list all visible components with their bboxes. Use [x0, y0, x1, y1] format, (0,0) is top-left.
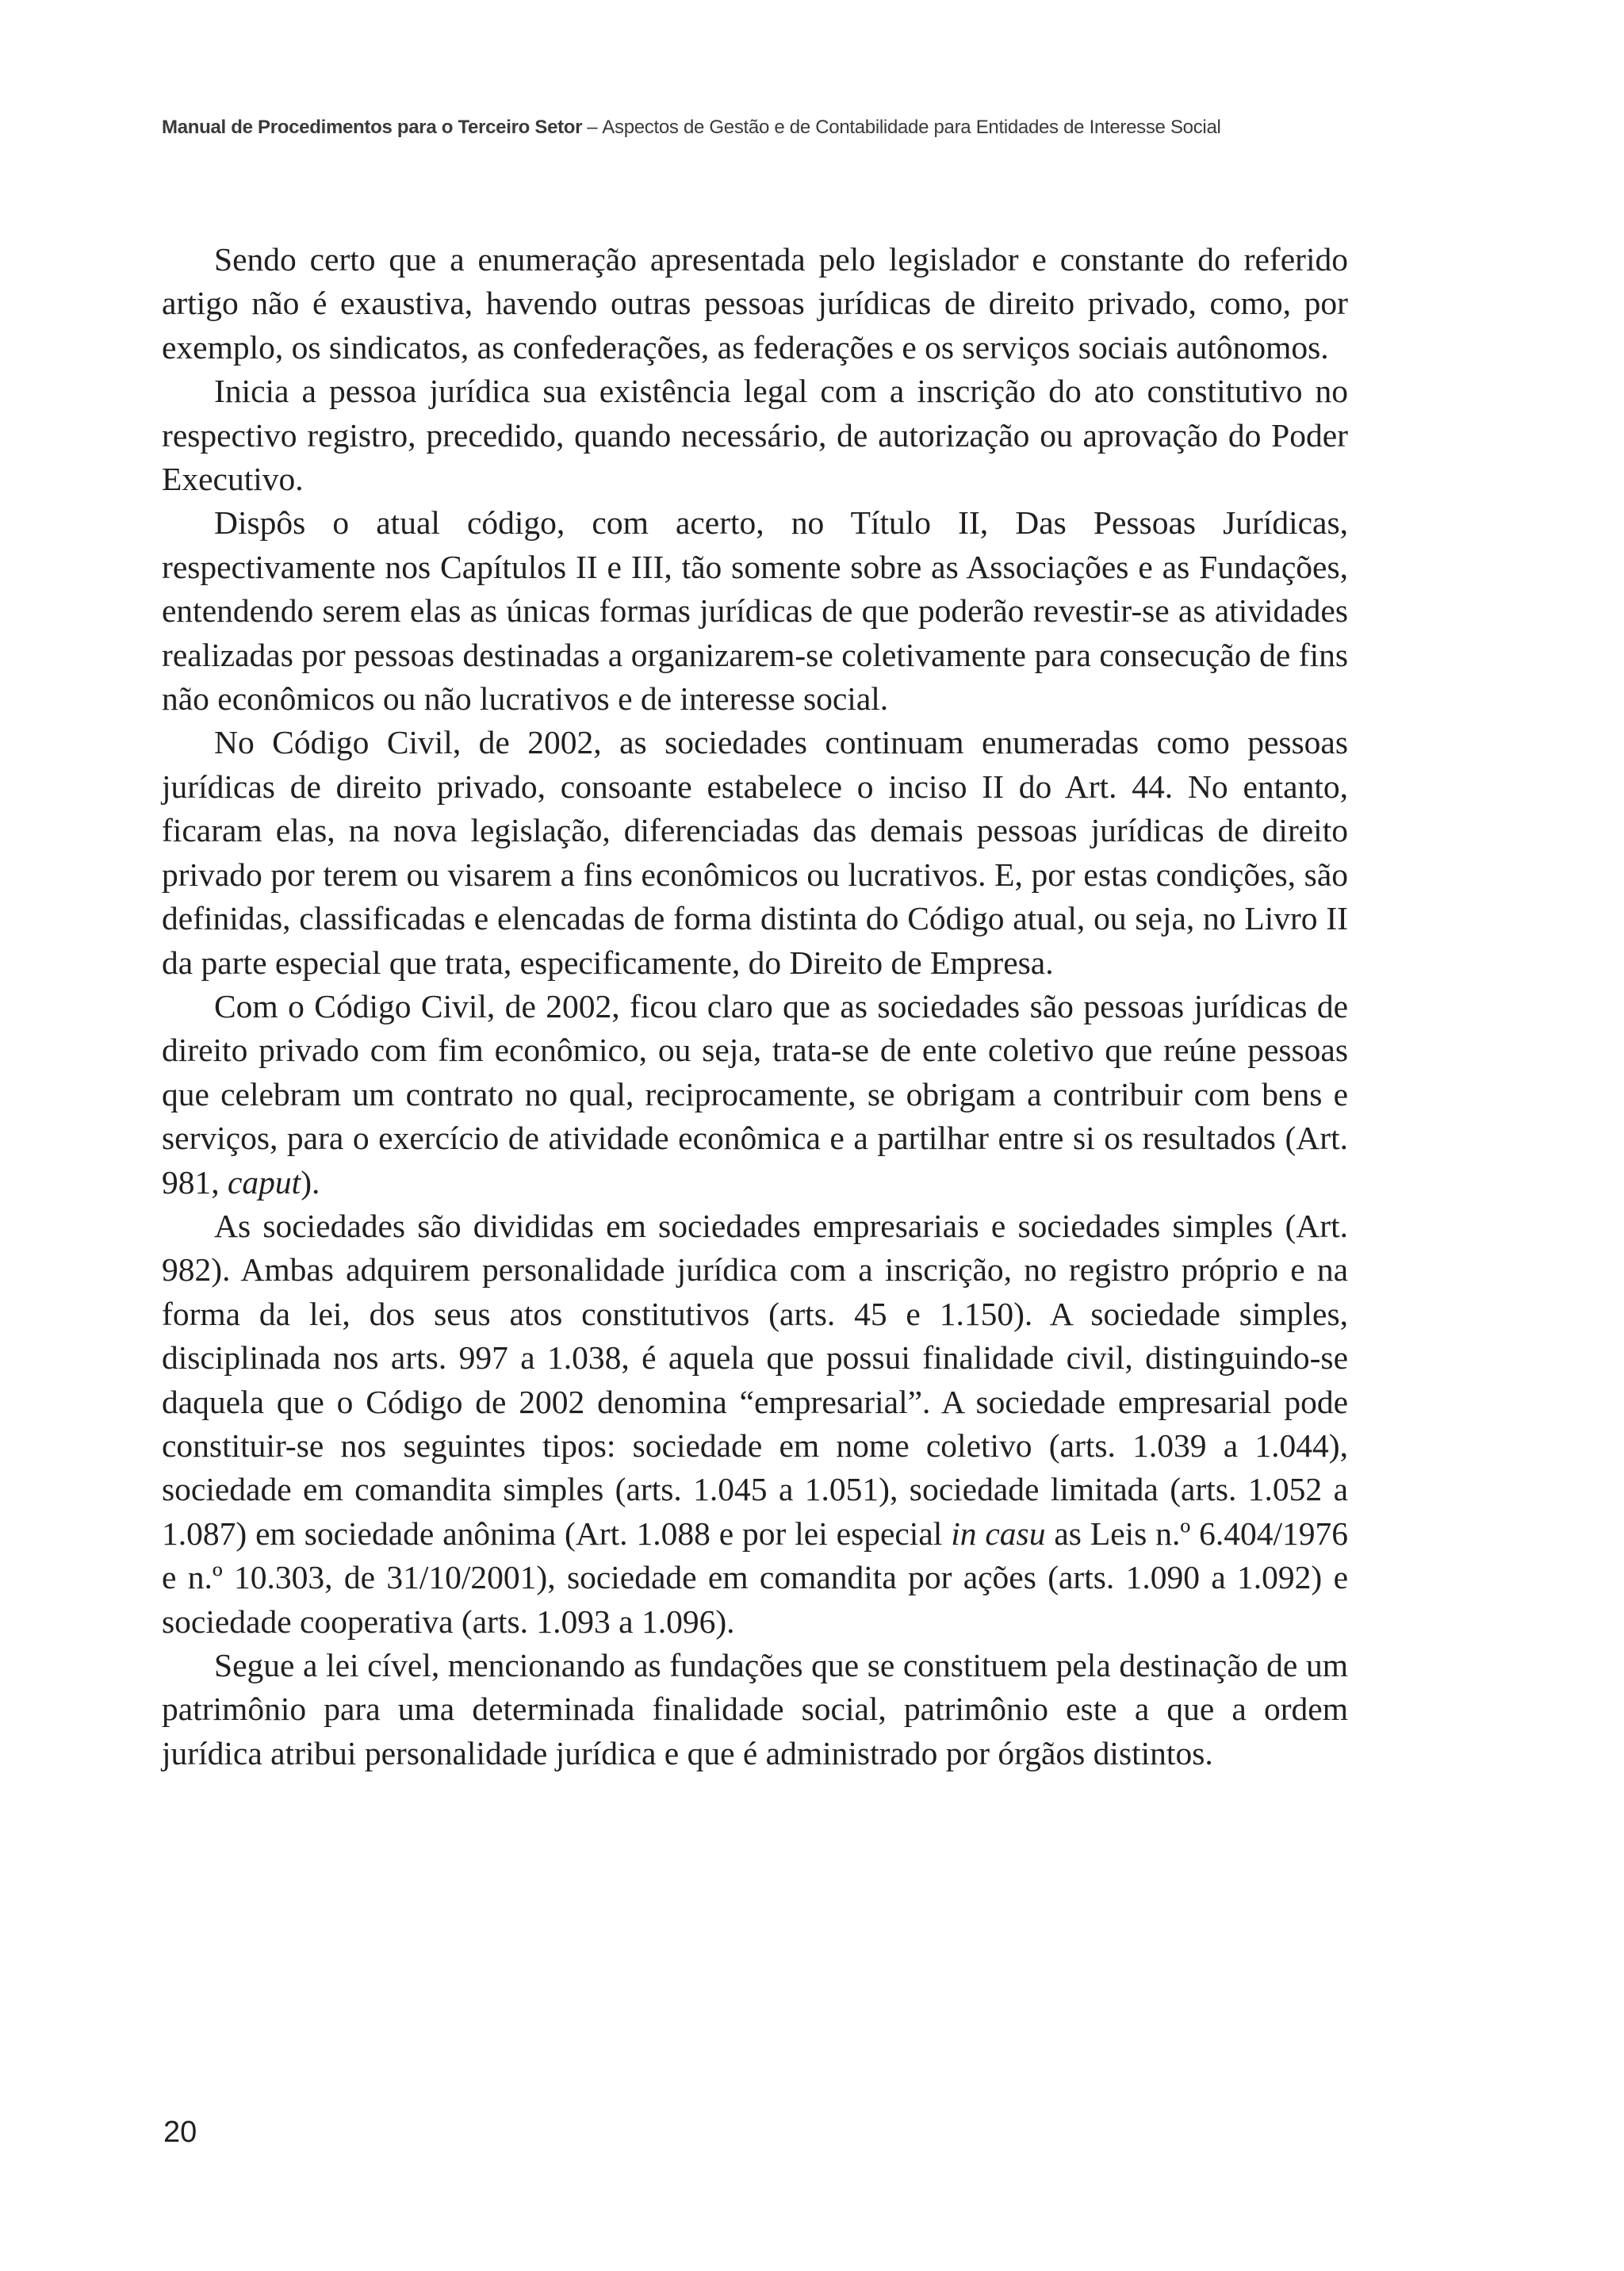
paragraph-6-text: As sociedades são divididas em sociedades empresariais e sociedades simples (Art. 982). Ambas adquirem personalidade jurídica com a inscrição, no registro próprio e na forma da lei, dos seus atos constitutivos (arts. 45 e 1.150). A sociedade simples, disciplinada nos arts. 997 a 1.038, é aquela que possui finalidade civil, distinguindo-se daquela que o Código de 2002 denomina “empresarial”. A sociedade empresarial pode constituir-se nos seguintes tipos: sociedade em nome coletivo (arts. 1.039 a 1.044), sociedade em comandita simples (arts. 1.045 a 1.051), sociedade limitada (arts. 1.052 a 1.087) em sociedade anônima (Art. 1.088 e por lei especial	[162, 1207, 1348, 1552]
paragraph-2: Inicia a pessoa jurídica sua existência legal com a inscrição do ato constitutivo no respectivo registro, precedido, quando necessário, de autorização ou aprovação do Poder Executivo.	[162, 373, 1348, 498]
paragraph-6-italic-term: in casu	[951, 1515, 1046, 1552]
body-text	[162, 238, 1348, 1775]
paragraph-5-text: Com o Código Civil, de 2002, ficou claro que as sociedades são pessoas jurídicas de direito privado com fim econômico, ou seja, trata-se de ente coletivo que reúne pessoas que celebram um contrato no qual, reciprocamente, se obrigam a contribuir com bens e serviços, para o exercício de atividade econômica e a partilhar entre si os resultados (Art. 981,	[162, 987, 1348, 1201]
running-header	[162, 116, 1462, 140]
paragraph-5-text-end: ).	[301, 1163, 320, 1201]
paragraph-5-italic-term: caput	[228, 1163, 301, 1201]
page-number: 20	[163, 2116, 197, 2149]
paragraph-7: Segue a lei cível, mencionando as fundações que se constituem pela destinação de um patrimônio para uma determinada finalidade social, patrimônio este a que a ordem jurídica atribui personalidade jurídica e que é administrado por órgãos distintos.	[162, 1647, 1348, 1771]
paragraph-1: Sendo certo que a enumeração apresentada pelo legislador e constante do referido artigo não é exaustiva, havendo outras pessoas jurídicas de direito privado, como, por exemplo, os sindicatos, as confederações, as federações e os serviços sociais autônomos.	[162, 241, 1348, 366]
paragraph-4: No Código Civil, de 2002, as sociedades continuam enumeradas como pessoas jurídicas de direito privado, consoante estabelece o inciso II do Art. 44. No entanto, ficaram elas, na nova legislação, diferenciadas das demais pessoas jurídicas de direito privado por terem ou visarem a fins econômicos ou lucrativos. E, por estas condições, são definidas, classificadas e elencadas de forma distinta do Código atual, ou seja, no Livro II da parte especial que trata, especificamente, do Direito de Empresa.	[162, 724, 1348, 981]
paragraph-6-text-end: as Leis n.º 6.404/1976 e n.º 10.303, de 31/10/2001), sociedade em comandita por ações (arts. 1.090 a 1.092) e sociedade cooperativa (arts. 1.093 a 1.096).	[162, 1515, 1349, 1640]
paragraph-5	[162, 985, 1348, 1204]
header-title: Manual de Procedimentos para o Terceiro Setor	[162, 117, 583, 138]
header-separator: –	[587, 117, 598, 138]
header-subtitle: Aspectos de Gestão e de Contabilidade para Entidades de Interesse Social	[602, 117, 1221, 138]
paragraph-3: Dispôs o atual código, com acerto, no Título II, Das Pessoas Jurídicas, respectivamente nos Capítulos II e III, tão somente sobre as Associações e as Fundações, entendendo serem elas as únicas formas jurídicas de que poderão revestir-se as atividades realizadas por pessoas destinadas a organizarem-se coletivamente para consecução de fins não econômicos ou não lucrativos e de interesse social.	[162, 504, 1348, 718]
paragraph-6	[162, 1204, 1348, 1644]
